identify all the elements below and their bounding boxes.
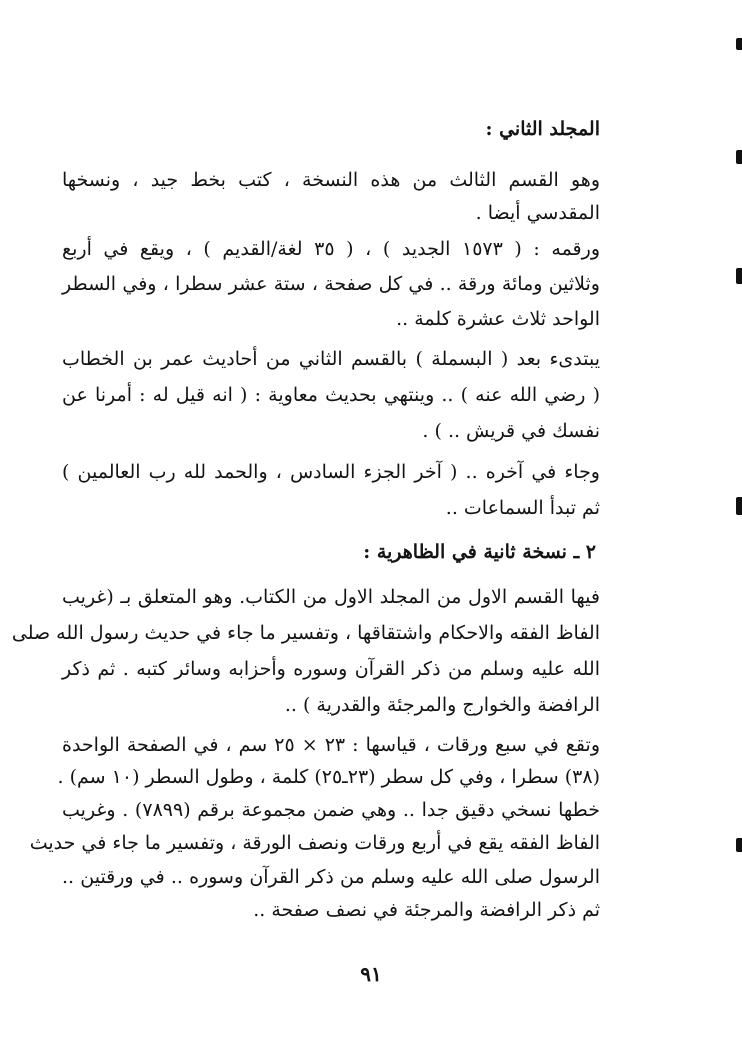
text-line: (٣٨) سطرا ، وفي كل سطر (٢٣ـ٢٥) كلمة ، وطول السطر (١٠ سم) . [57, 766, 600, 788]
text-line: وثلاثين ومائة ورقة .. في كل صفحة ، ستة عشر سطرا ، وفي السطر [62, 273, 600, 295]
scan-edge-mark [736, 838, 742, 852]
text-line: وجاء في آخره .. ( آخر الجزء السادس ، والحمد لله رب العالمين ) [62, 461, 600, 483]
scan-edge-mark [736, 38, 742, 50]
heading-volume-two: المجلد الثاني : [485, 118, 600, 140]
text-line: الواحد ثلاث عشرة كلمة .. [396, 308, 600, 330]
text-line: نفسك في قريش .. ) . [422, 420, 600, 442]
text-line: الرسول صلى الله عليه وسلم من ذكر القرآن وسوره .. في ورقتين .. [62, 866, 600, 888]
text-line: ( رضي الله عنه ) .. وينتهي بحديث معاوية : ( انه قيل له : أمرنا عن [62, 384, 600, 406]
text-line: الرافضة والخوارج والمرجئة والقدرية ) .. [284, 694, 600, 716]
heading-second-copy: ٢ ـ نسخة ثانية في الظاهرية : [363, 541, 596, 563]
text-line: وهو القسم الثالث من هذه النسخة ، كتب بخط جيد ، ونسخها [62, 169, 600, 191]
scan-edge-mark [736, 268, 742, 284]
text-line: يبتدىء بعد ( البسملة ) بالقسم الثاني من أحاديث عمر بن الخطاب [62, 348, 600, 370]
text-line: الفاظ الفقه يقع في أربع ورقات ونصف الورقة ، وتفسير ما جاء في حديث [29, 832, 600, 854]
scan-edge-mark [736, 497, 742, 515]
text-line: فيها القسم الاول من المجلد الاول من الكتاب. وهو المتعلق بـ (غريب [62, 586, 600, 608]
text-line: الفاظ الفقه والاحكام واشتقاقها ، وتفسير ما جاء في حديث رسول الله صلى [11, 622, 600, 644]
text-line: ورقمه : ( ١٥٧٣ الجديد ) ، ( ٣٥ لغة/القديم ) ، ويقع في أربع [62, 238, 600, 260]
text-line: وتقع في سبع ورقات ، قياسها : ٢٣ × ٢٥ سم ، في الصفحة الواحدة [62, 734, 600, 756]
text-line: ثم ذكر الرافضة والمرجئة في نصف صفحة .. [253, 899, 600, 921]
text-line: المقدسي أيضا . [475, 202, 600, 224]
text-line: خطها نسخي دقيق جدا .. وهي ضمن مجموعة برقم (٧٨٩٩) . وغريب [62, 799, 601, 821]
text-line: الله عليه وسلم من ذكر القرآن وسوره وأحزابه وسائر كتبه . ثم ذكر [62, 658, 600, 680]
scan-edge-mark [736, 150, 742, 164]
page-number: ٩١ [360, 962, 382, 986]
text-line: ثم تبدأ السماعات .. [445, 497, 600, 519]
